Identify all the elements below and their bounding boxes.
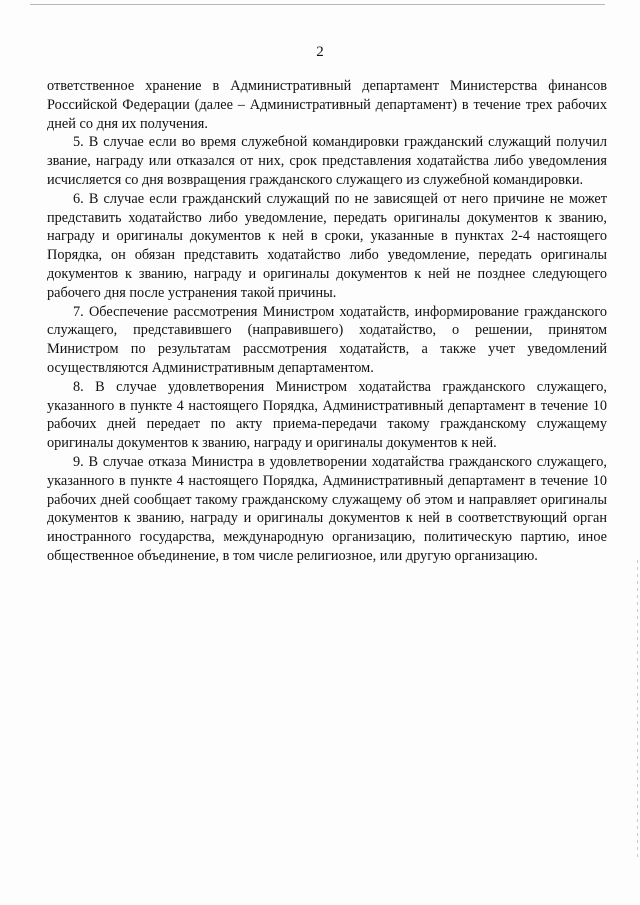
scan-right-edge-mark [637, 560, 638, 860]
paragraph-continuation: ответственное хранение в Административный департамент Министерства финансов Российской Федерации (далее – Административный департамент) в течение трех рабочих дней со дня их получения. [47, 78, 607, 132]
scan-top-edge-line [30, 4, 605, 5]
document-body [47, 77, 607, 566]
paragraph-item-7: 7. Обеспечение рассмотрения Министром ходатайств, информирование гражданского служащего, представившего (направившего) ходатайство, о решении, принятом Министром по результатам рассмотрения ходатайств, а также учет уведомлений осуществляются Административным департаментом. [47, 303, 607, 376]
paragraph-item-9: 9. В случае отказа Министра в удовлетворении ходатайства гражданского служащего, указанного в пункте 4 настоящего Порядка, Административный департамент в течение 10 рабочих дней сообщает такому гражданскому служащему об этом и направляет оригиналы документов к званию, награду и оригиналы документов к ней в соответствующий орган иностранного государства, международную организацию, политическую партию, иное общественное объединение, в том числе религиозное, или другую организацию. [47, 453, 607, 564]
paragraph-item-6: 6. В случае если гражданский служащий по не зависящей от него причине не может представить ходатайство либо уведомление, передать оригиналы документов к званию, награду и оригиналы документов к ней в сроки, указанные в пунктах 2-4 настоящего Порядка, он обязан представить ходатайство либо уведомление, передать оригиналы документов к званию, награду и оригиналы документов к ней не позднее следующего рабочего дня после устранения такой причины. [47, 190, 607, 301]
paragraph-item-8: 8. В случае удовлетворения Министром ходатайства гражданского служащего, указанного в пункте 4 настоящего Порядка, Административный департамент в течение 10 рабочих дней передает по акту приема-передачи такому гражданскому служащему оригиналы документов к званию, награду и оригиналы документов к ней. [47, 378, 607, 452]
page-number: 2 [316, 44, 324, 60]
paragraph-item-5: 5. В случае если во время служебной командировки гражданский служащий получил звание, награду или отказался от них, срок представления ходатайства либо уведомления исчисляется со дня возвращения гражданского служащего из служебной командировки. [47, 134, 607, 188]
